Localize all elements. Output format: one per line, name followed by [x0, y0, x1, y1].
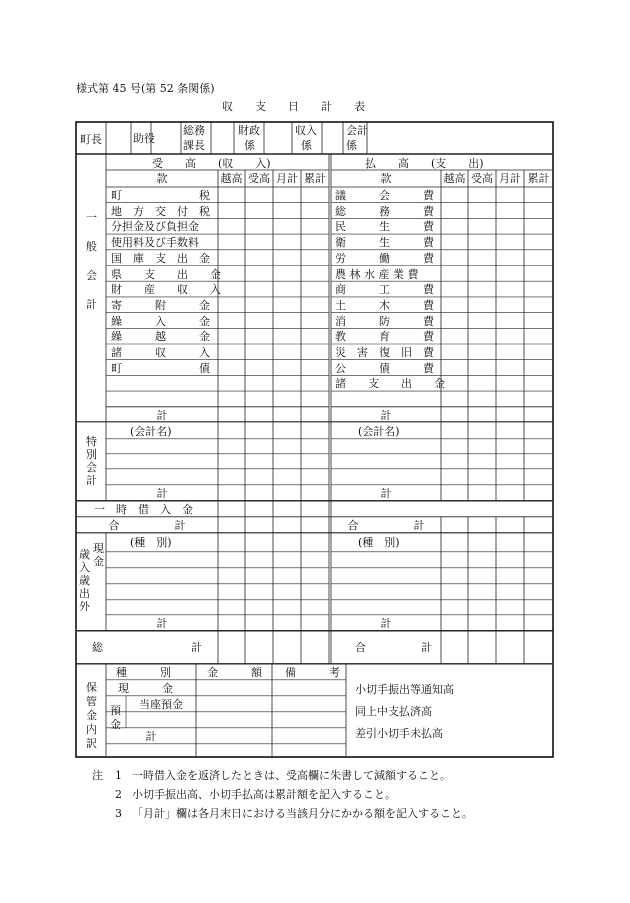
cash-outside-label: 出: [79, 586, 90, 600]
revenue-item: 使用料及び手数料: [111, 236, 199, 250]
expense-item: 農 林 水 産 業 費: [335, 267, 419, 281]
approval-joyaku: 助役: [133, 132, 155, 145]
general-account-label: 一: [86, 211, 97, 224]
column-header: 月計: [499, 172, 521, 185]
column-header: 受高: [471, 172, 493, 185]
cash-subtotal: 計: [156, 616, 168, 630]
expense-item: 諸 支 出 金: [335, 377, 445, 391]
revenue-item: 寄 附 金: [111, 298, 210, 312]
revenue-item: 町 債: [111, 361, 210, 375]
custody-note-right: 同上中支払済高: [355, 704, 432, 718]
grand-total: 総 計: [92, 640, 202, 654]
general-account-label: 計: [86, 298, 97, 311]
receipts-header: 受 高 (収 入): [152, 157, 271, 170]
revenue-item: 地 方 交 付 税: [111, 204, 210, 218]
special-account-label: 別: [86, 447, 97, 461]
cash-outside-label: 金: [93, 554, 104, 568]
note-num: 1: [115, 769, 122, 782]
revenue-item: 町 税: [111, 189, 210, 202]
expense-item: 商 工 費: [335, 283, 434, 297]
approval-shunyu: 収入: [295, 124, 317, 137]
account-name: (会計名): [130, 424, 172, 438]
note-prefix: 注: [92, 769, 103, 782]
approval-shunyu: 係: [301, 139, 312, 152]
custody-label: 内: [86, 722, 97, 736]
form-number: 様式第 45 号(第 52 条関係): [76, 82, 215, 95]
custody-total: 計: [145, 729, 157, 743]
custody-label: 訳: [86, 736, 97, 750]
general-subtotal: 計: [380, 408, 392, 422]
expense-item: 総 務 費: [335, 204, 434, 218]
note-num: 2: [115, 788, 122, 801]
revenue-item: 財 産 収 入: [111, 283, 221, 297]
expense-item: 消 防 費: [335, 314, 434, 328]
cash-outside-label: 現: [93, 541, 104, 555]
custody-deposit: 金: [110, 717, 121, 731]
kan-header: 款: [156, 172, 168, 185]
sum-total: 合 計: [347, 518, 425, 532]
approval-kaikei: 会計: [346, 124, 368, 137]
special-subtotal: 計: [380, 486, 392, 500]
revenue-item: 県 支 出 金: [111, 267, 221, 281]
custody-cash: 現 金: [118, 681, 173, 695]
approval-zaisei: 財政: [238, 124, 260, 137]
custody-head-amount: 金 額: [207, 665, 262, 679]
revenue-item: 諸 収 入: [111, 346, 210, 359]
revenue-item: 繰 越 金: [111, 330, 210, 344]
cash-outside-label: 歳: [79, 547, 90, 561]
general-account-label: 会: [86, 269, 97, 282]
expense-item: 土 木 費: [335, 298, 434, 312]
payments-header: 払 高 (支 出): [365, 157, 484, 170]
column-header: 累計: [304, 172, 326, 185]
expense-item: 民 生 費: [335, 220, 434, 234]
column-header: 越高: [443, 172, 466, 185]
grand-total-right: 合 計: [355, 640, 432, 654]
expense-item: 災 害 復 旧 費: [335, 346, 434, 359]
approval-somu: 総務: [183, 124, 205, 137]
custody-deposit: 預: [110, 703, 121, 717]
kind-label: (種 別): [358, 535, 400, 549]
revenue-item: 繰 入 金: [111, 314, 210, 328]
account-name: (会計名): [358, 424, 400, 438]
column-header: 受高: [248, 172, 270, 185]
general-account-label: 般: [86, 240, 97, 253]
custody-head-note: 備 考: [285, 665, 340, 679]
special-account-label: 会: [86, 460, 97, 474]
expense-item: 教 育 費: [335, 330, 434, 344]
general-subtotal: 計: [156, 408, 168, 422]
cash-subtotal: 計: [380, 616, 392, 630]
special-account-label: 計: [86, 473, 97, 487]
custody-label: 管: [86, 694, 97, 708]
special-account-label: 特: [86, 434, 97, 448]
expense-item: 議 会 費: [335, 189, 434, 202]
expense-item: 衛 生 費: [335, 236, 434, 250]
column-header: 累計: [527, 172, 550, 185]
approval-kaikei: 係: [346, 139, 357, 152]
temp-borrowing: 一 時 借 入 金: [94, 502, 193, 516]
custody-label: 保: [86, 680, 97, 694]
expense-item: 公 債 費: [335, 361, 434, 375]
form-title: 収 支 日 計 表: [222, 100, 365, 113]
cash-outside-label: 外: [79, 599, 90, 613]
note-text: 一時借入金を返済したときは、受高欄に朱書して減額すること。: [132, 769, 451, 782]
approval-somu: 課長: [183, 139, 205, 152]
note-text: 「月計」欄は各月末日における当該月分にかかる額を記入すること。: [132, 807, 473, 820]
revenue-item: 国 庫 支 出 金: [111, 251, 210, 265]
special-subtotal: 計: [156, 486, 168, 500]
note-num: 3: [115, 807, 122, 820]
custody-label: 金: [86, 708, 97, 722]
column-header: 月計: [276, 172, 298, 185]
cash-outside-label: 入: [79, 560, 90, 574]
revenue-item: 分担金及び負担金: [111, 220, 199, 234]
custody-current-deposit: 当座預金: [139, 697, 183, 711]
cash-outside-label: 歳: [79, 573, 90, 587]
kan-header: 款: [380, 172, 392, 185]
kind-label: (種 別): [130, 535, 172, 549]
approval-cho: 町長: [80, 133, 102, 146]
custody-head-kind: 種 別: [116, 665, 171, 679]
expense-item: 労 働 費: [335, 251, 434, 265]
custody-note-right: 差引小切手未払高: [355, 726, 443, 740]
custody-note-right: 小切手振出等通知高: [355, 682, 454, 696]
note-text: 小切手振出高、小切手払高は累計額を記入すること。: [132, 788, 396, 801]
approval-zaisei: 係: [244, 139, 255, 152]
sum-total: 合 計: [108, 518, 186, 532]
column-header: 越高: [220, 172, 243, 185]
